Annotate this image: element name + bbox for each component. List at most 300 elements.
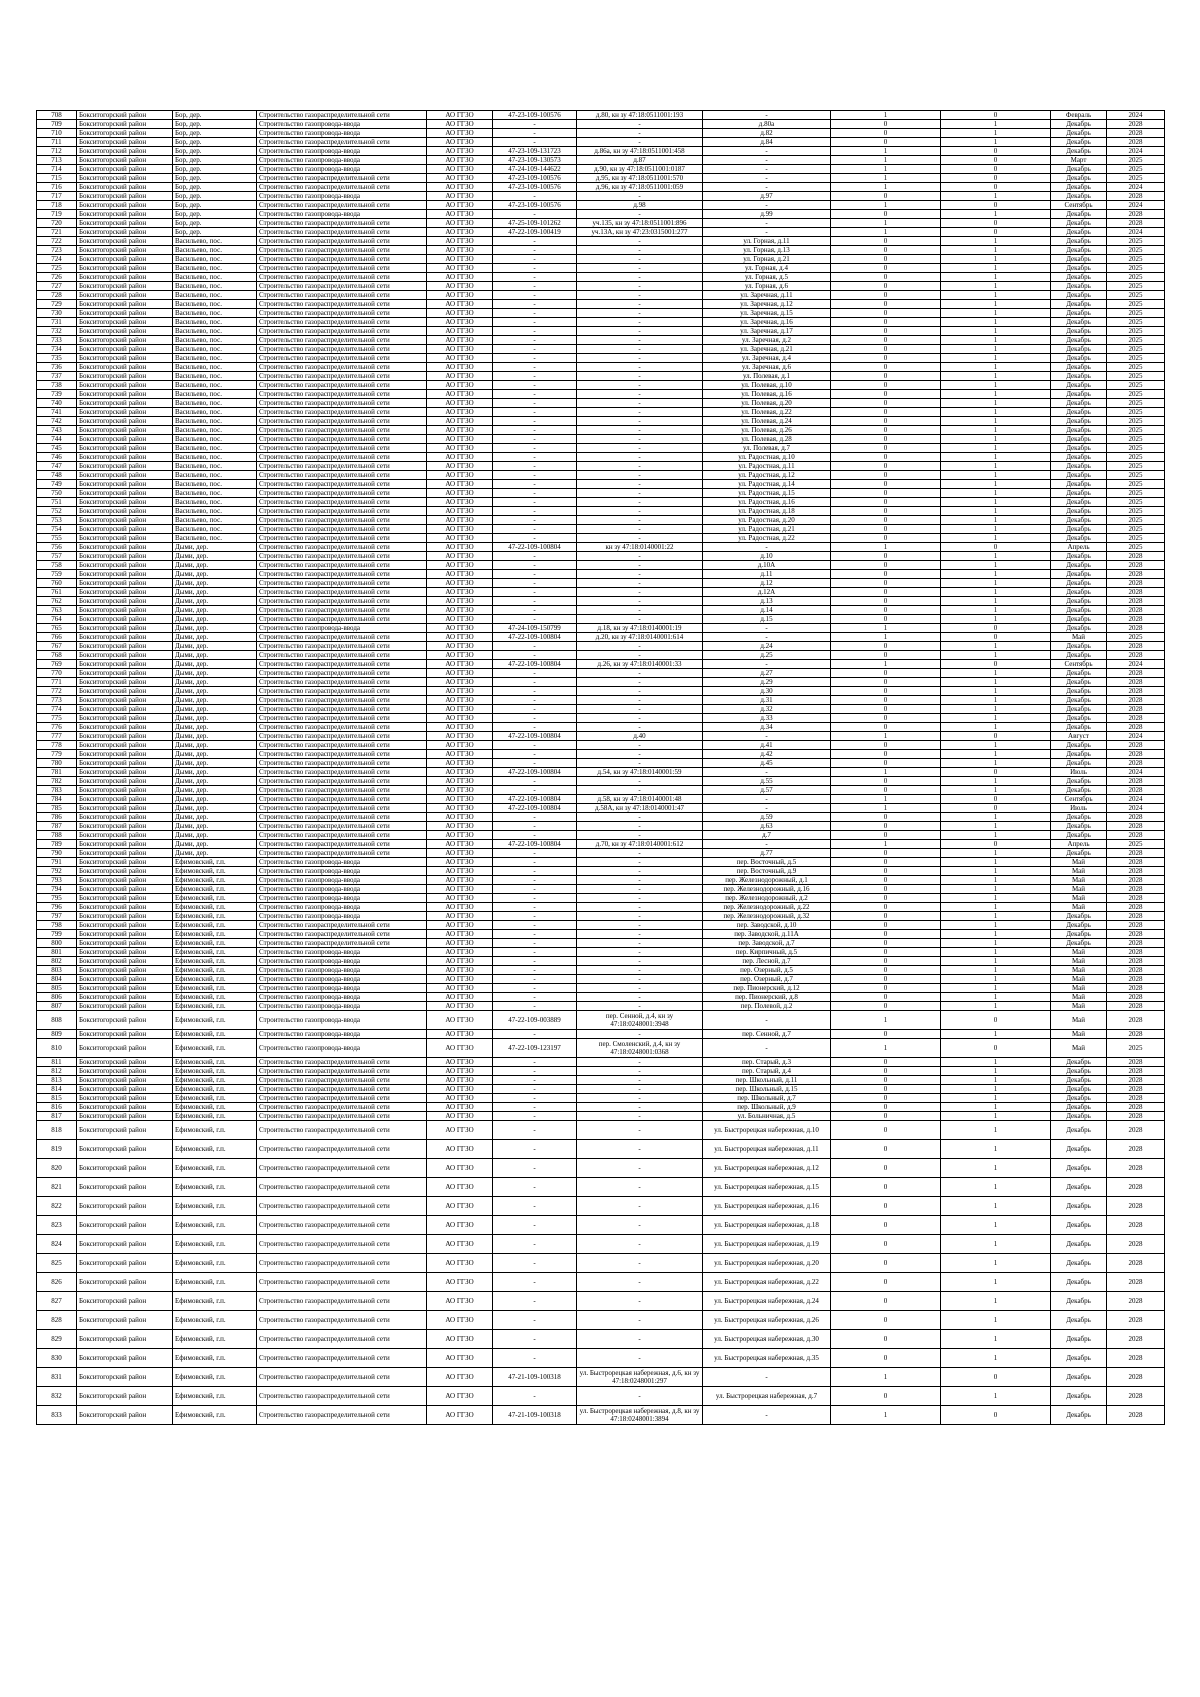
cell-contract-number: 47-23-109-100576 [493,201,577,210]
cell-district: Бокситогорский район [77,210,173,219]
cell-value-a: 0 [831,1273,941,1292]
cell-district: Бокситогорский район [77,399,173,408]
cell-address: - [703,147,831,156]
cell-address-with-cadastral: - [577,1387,703,1406]
cell-row-number: 731 [37,318,77,327]
cell-address-with-cadastral: - [577,696,703,705]
cell-address: ул. Быстрорецкая набережная, д.30 [703,1330,831,1349]
cell-work-type: Строительство газораспределительной сети [257,1311,427,1330]
table-row [37,1311,1165,1330]
cell-organization: АО ГГЗО [427,1103,493,1112]
cell-address: ул. Радостная, д.14 [703,480,831,489]
cell-month: Декабрь [1051,1121,1107,1140]
cell-value-b: 1 [941,390,1051,399]
cell-work-type: Строительство газораспределительной сети [257,570,427,579]
cell-settlement: Ефимовский, г.п. [173,1406,257,1425]
cell-value-a: 0 [831,561,941,570]
cell-settlement: Дыми, дер. [173,543,257,552]
cell-month: Декабрь [1051,687,1107,696]
cell-value-b: 1 [941,912,1051,921]
cell-district: Бокситогорский район [77,606,173,615]
cell-contract-number: - [493,390,577,399]
cell-month: Май [1051,957,1107,966]
cell-organization: АО ГГЗО [427,786,493,795]
cell-district: Бокситогорский район [77,525,173,534]
cell-work-type: Строительство газораспределительной сети [257,768,427,777]
cell-value-b: 1 [941,552,1051,561]
cell-work-type: Строительство газораспределительной сети [257,678,427,687]
table-row [37,165,1165,174]
cell-organization: АО ГГЗО [427,570,493,579]
cell-contract-number: - [493,921,577,930]
cell-address: - [703,633,831,642]
cell-work-type: Строительство газораспределительной сети [257,1076,427,1085]
table-row [37,363,1165,372]
cell-contract-number: - [493,435,577,444]
cell-address: пер. Школьный, д.9 [703,1103,831,1112]
cell-work-type: Строительство газораспределительной сети [257,642,427,651]
cell-address-with-cadastral: - [577,309,703,318]
cell-address-with-cadastral: - [577,1159,703,1178]
cell-year: 2024 [1107,795,1165,804]
cell-row-number: 712 [37,147,77,156]
table-row [37,129,1165,138]
cell-month: Декабрь [1051,264,1107,273]
cell-value-a: 0 [831,705,941,714]
cell-year: 2028 [1107,1216,1165,1235]
cell-district: Бокситогорский район [77,273,173,282]
cell-contract-number: - [493,516,577,525]
cell-address-with-cadastral: - [577,1292,703,1311]
cell-contract-number: - [493,696,577,705]
cell-contract-number: - [493,291,577,300]
cell-value-a: 0 [831,129,941,138]
cell-value-a: 0 [831,894,941,903]
cell-district: Бокситогорский район [77,471,173,480]
table-row [37,750,1165,759]
cell-year: 2025 [1107,327,1165,336]
table-row [37,183,1165,192]
cell-value-a: 1 [831,201,941,210]
cell-month: Май [1051,1030,1107,1039]
cell-contract-number: - [493,192,577,201]
cell-value-b: 1 [941,1178,1051,1197]
cell-month: Декабрь [1051,210,1107,219]
cell-address: пер. Восточный, д.5 [703,858,831,867]
cell-month: Декабрь [1051,399,1107,408]
cell-value-b: 1 [941,606,1051,615]
cell-work-type: Строительство газораспределительной сети [257,804,427,813]
cell-work-type: Строительство газораспределительной сети [257,471,427,480]
cell-work-type: Строительство газопровода-ввода [257,894,427,903]
cell-organization: АО ГГЗО [427,390,493,399]
cell-month: Декабрь [1051,552,1107,561]
cell-organization: АО ГГЗО [427,1067,493,1076]
cell-value-b: 0 [941,111,1051,120]
cell-district: Бокситогорский район [77,1058,173,1067]
cell-contract-number: - [493,372,577,381]
cell-organization: АО ГГЗО [427,930,493,939]
cell-value-b: 1 [941,948,1051,957]
cell-month: Декабрь [1051,678,1107,687]
cell-organization: АО ГГЗО [427,435,493,444]
cell-organization: АО ГГЗО [427,111,493,120]
table-row [37,732,1165,741]
cell-year: 2028 [1107,561,1165,570]
cell-address: ул. Быстрорецкая набережная, д.18 [703,1216,831,1235]
cell-district: Бокситогорский район [77,165,173,174]
cell-year: 2028 [1107,948,1165,957]
cell-address: - [703,183,831,192]
cell-work-type: Строительство газораспределительной сети [257,786,427,795]
cell-settlement: Дыми, дер. [173,849,257,858]
cell-row-number: 744 [37,435,77,444]
table-row [37,309,1165,318]
cell-year: 2028 [1107,867,1165,876]
cell-settlement: Бор, дер. [173,156,257,165]
cell-address-with-cadastral: - [577,399,703,408]
cell-work-type: Строительство газораспределительной сети [257,399,427,408]
cell-value-b: 1 [941,507,1051,516]
cell-row-number: 763 [37,606,77,615]
table-row [37,975,1165,984]
cell-address-with-cadastral: д.54, кн зу 47:18:0140001:59 [577,768,703,777]
cell-address: д.59 [703,813,831,822]
cell-row-number: 820 [37,1159,77,1178]
cell-address-with-cadastral: - [577,714,703,723]
cell-row-number: 793 [37,876,77,885]
cell-year: 2028 [1107,1235,1165,1254]
cell-value-b: 1 [941,858,1051,867]
cell-district: Бокситогорский район [77,309,173,318]
cell-work-type: Строительство газораспределительной сети [257,561,427,570]
cell-settlement: Васильево, пос. [173,345,257,354]
cell-work-type: Строительство газораспределительной сети [257,201,427,210]
cell-value-b: 1 [941,435,1051,444]
cell-row-number: 804 [37,975,77,984]
cell-year: 2028 [1107,930,1165,939]
cell-month: Декабрь [1051,120,1107,129]
cell-value-a: 0 [831,957,941,966]
cell-year: 2024 [1107,804,1165,813]
cell-contract-number: 47-23-109-131723 [493,147,577,156]
cell-value-a: 0 [831,327,941,336]
table-row [37,597,1165,606]
cell-value-b: 1 [941,408,1051,417]
cell-month: Декабрь [1051,741,1107,750]
cell-month: Декабрь [1051,669,1107,678]
cell-contract-number: - [493,642,577,651]
cell-address-with-cadastral: - [577,831,703,840]
cell-value-b: 1 [941,669,1051,678]
cell-settlement: Дыми, дер. [173,768,257,777]
cell-row-number: 752 [37,507,77,516]
cell-year: 2024 [1107,660,1165,669]
cell-organization: АО ГГЗО [427,606,493,615]
cell-month: Декабрь [1051,849,1107,858]
cell-address: пер. Школьный, д.7 [703,1094,831,1103]
cell-address-with-cadastral: д.18, кн зу 47:18:0140001:19 [577,624,703,633]
cell-month: Декабрь [1051,822,1107,831]
cell-district: Бокситогорский район [77,885,173,894]
cell-value-b: 1 [941,327,1051,336]
cell-address: д.31 [703,696,831,705]
cell-settlement: Васильево, пос. [173,471,257,480]
cell-organization: АО ГГЗО [427,426,493,435]
cell-work-type: Строительство газораспределительной сети [257,507,427,516]
cell-address: ул. Быстрорецкая набережная, д.15 [703,1178,831,1197]
cell-organization: АО ГГЗО [427,975,493,984]
cell-address-with-cadastral: - [577,1197,703,1216]
cell-row-number: 828 [37,1311,77,1330]
cell-settlement: Бор, дер. [173,192,257,201]
cell-month: Декабрь [1051,1076,1107,1085]
cell-address-with-cadastral: - [577,1094,703,1103]
cell-value-b: 1 [941,138,1051,147]
cell-value-b: 1 [941,714,1051,723]
cell-value-b: 1 [941,480,1051,489]
cell-month: Июль [1051,804,1107,813]
cell-address-with-cadastral: - [577,642,703,651]
cell-value-b: 1 [941,822,1051,831]
cell-month: Сентябрь [1051,795,1107,804]
table-row [37,237,1165,246]
cell-address-with-cadastral: - [577,876,703,885]
cell-month: Декабрь [1051,813,1107,822]
cell-organization: АО ГГЗО [427,867,493,876]
cell-address-with-cadastral: - [577,489,703,498]
cell-address: пер. Старый, д.4 [703,1067,831,1076]
cell-year: 2028 [1107,1067,1165,1076]
cell-work-type: Строительство газопровода-ввода [257,210,427,219]
cell-work-type: Строительство газораспределительной сети [257,138,427,147]
cell-address-with-cadastral: - [577,921,703,930]
cell-row-number: 720 [37,219,77,228]
cell-organization: АО ГГЗО [427,282,493,291]
table-row [37,300,1165,309]
cell-address-with-cadastral: - [577,363,703,372]
cell-row-number: 819 [37,1140,77,1159]
cell-address: д.30 [703,687,831,696]
cell-value-b: 1 [941,1311,1051,1330]
cell-organization: АО ГГЗО [427,201,493,210]
cell-value-b: 1 [941,498,1051,507]
cell-address: ул. Больничная, д.5 [703,1112,831,1121]
cell-work-type: Строительство газораспределительной сети [257,1216,427,1235]
cell-district: Бокситогорский район [77,723,173,732]
cell-organization: АО ГГЗО [427,993,493,1002]
cell-row-number: 737 [37,372,77,381]
cell-address: ул. Быстрорецкая набережная, д.16 [703,1197,831,1216]
cell-district: Бокситогорский район [77,579,173,588]
cell-address: пер. Кирпичный, д.5 [703,948,831,957]
table-row [37,687,1165,696]
cell-address-with-cadastral: - [577,588,703,597]
cell-district: Бокситогорский район [77,867,173,876]
cell-value-b: 1 [941,1067,1051,1076]
cell-organization: АО ГГЗО [427,489,493,498]
cell-year: 2025 [1107,471,1165,480]
cell-address-with-cadastral: - [577,516,703,525]
cell-contract-number: - [493,255,577,264]
cell-year: 2025 [1107,417,1165,426]
cell-value-a: 1 [831,543,941,552]
cell-contract-number: - [493,1002,577,1011]
cell-contract-number: - [493,777,577,786]
cell-address: ул. Радостная, д.12 [703,471,831,480]
cell-district: Бокситогорский район [77,1159,173,1178]
cell-row-number: 757 [37,552,77,561]
cell-value-b: 1 [941,678,1051,687]
cell-contract-number: - [493,507,577,516]
cell-settlement: Бор, дер. [173,138,257,147]
cell-address: ул. Радостная, д.21 [703,525,831,534]
cell-value-b: 1 [941,1112,1051,1121]
cell-contract-number: - [493,1254,577,1273]
cell-row-number: 771 [37,678,77,687]
cell-organization: АО ГГЗО [427,615,493,624]
cell-row-number: 729 [37,300,77,309]
cell-work-type: Строительство газопровода-ввода [257,903,427,912]
table-row [37,1011,1165,1030]
cell-value-a: 0 [831,1349,941,1368]
cell-organization: АО ГГЗО [427,1076,493,1085]
cell-value-a: 0 [831,597,941,606]
cell-work-type: Строительство газораспределительной сети [257,579,427,588]
cell-year: 2024 [1107,732,1165,741]
cell-contract-number: - [493,615,577,624]
cell-work-type: Строительство газораспределительной сети [257,687,427,696]
table-row [37,1178,1165,1197]
cell-district: Бокситогорский район [77,1103,173,1112]
cell-district: Бокситогорский район [77,1330,173,1349]
cell-value-a: 0 [831,1030,941,1039]
cell-address: ул. Горная, д.11 [703,237,831,246]
cell-work-type: Строительство газораспределительной сети [257,219,427,228]
cell-district: Бокситогорский район [77,957,173,966]
cell-month: Декабрь [1051,165,1107,174]
cell-work-type: Строительство газораспределительной сети [257,1159,427,1178]
cell-value-a: 0 [831,120,941,129]
cell-year: 2028 [1107,1197,1165,1216]
cell-address-with-cadastral: - [577,597,703,606]
cell-year: 2028 [1107,849,1165,858]
cell-contract-number: - [493,948,577,957]
cell-month: Декабрь [1051,1292,1107,1311]
cell-work-type: Строительство газопровода-ввода [257,192,427,201]
cell-value-a: 0 [831,498,941,507]
cell-year: 2028 [1107,579,1165,588]
cell-settlement: Бор, дер. [173,201,257,210]
table-row [37,633,1165,642]
cell-address-with-cadastral: - [577,390,703,399]
table-row [37,453,1165,462]
cell-organization: АО ГГЗО [427,903,493,912]
cell-settlement: Васильево, пос. [173,318,257,327]
cell-address-with-cadastral: - [577,444,703,453]
cell-value-b: 1 [941,1387,1051,1406]
cell-district: Бокситогорский район [77,372,173,381]
cell-contract-number: 47-24-109-150799 [493,624,577,633]
cell-year: 2025 [1107,1039,1165,1058]
table-row [37,255,1165,264]
cell-month: Декабрь [1051,1254,1107,1273]
cell-address-with-cadastral: д.86а, кн зу 47:18:0511001:458 [577,147,703,156]
cell-work-type: Строительство газораспределительной сети [257,408,427,417]
cell-value-a: 0 [831,408,941,417]
cell-organization: АО ГГЗО [427,534,493,543]
cell-address: ул. Заречная, д.6 [703,363,831,372]
cell-organization: АО ГГЗО [427,885,493,894]
cell-month: Декабрь [1051,597,1107,606]
cell-settlement: Ефимовский, г.п. [173,885,257,894]
cell-work-type: Строительство газораспределительной сети [257,1140,427,1159]
cell-address-with-cadastral: - [577,1103,703,1112]
cell-organization: АО ГГЗО [427,732,493,741]
cell-month: Декабрь [1051,1349,1107,1368]
cell-address-with-cadastral: - [577,957,703,966]
cell-value-b: 1 [941,597,1051,606]
table-row [37,1103,1165,1112]
cell-value-a: 0 [831,642,941,651]
cell-value-a: 0 [831,1076,941,1085]
cell-settlement: Васильево, пос. [173,300,257,309]
cell-organization: АО ГГЗО [427,642,493,651]
cell-contract-number: - [493,678,577,687]
cell-year: 2028 [1107,984,1165,993]
cell-settlement: Дыми, дер. [173,678,257,687]
cell-organization: АО ГГЗО [427,417,493,426]
cell-row-number: 721 [37,228,77,237]
cell-district: Бокситогорский район [77,1406,173,1425]
cell-row-number: 772 [37,687,77,696]
cell-month: Декабрь [1051,507,1107,516]
cell-value-a: 0 [831,489,941,498]
cell-contract-number: - [493,1387,577,1406]
cell-settlement: Ефимовский, г.п. [173,1094,257,1103]
cell-address-with-cadastral: - [577,687,703,696]
cell-year: 2028 [1107,1254,1165,1273]
cell-district: Бокситогорский район [77,912,173,921]
cell-year: 2025 [1107,237,1165,246]
cell-district: Бокситогорский район [77,669,173,678]
cell-row-number: 818 [37,1121,77,1140]
cell-settlement: Васильево, пос. [173,417,257,426]
cell-value-a: 0 [831,678,941,687]
cell-value-a: 0 [831,687,941,696]
cell-address-with-cadastral: - [577,507,703,516]
cell-organization: АО ГГЗО [427,246,493,255]
table-row [37,426,1165,435]
cell-district: Бокситогорский район [77,1112,173,1121]
cell-settlement: Дыми, дер. [173,606,257,615]
cell-settlement: Дыми, дер. [173,624,257,633]
cell-month: Май [1051,1002,1107,1011]
cell-address: д.12А [703,588,831,597]
cell-month: Май [1051,975,1107,984]
cell-value-a: 0 [831,759,941,768]
cell-year: 2028 [1107,831,1165,840]
cell-month: Декабрь [1051,696,1107,705]
cell-work-type: Строительство газораспределительной сети [257,1292,427,1311]
cell-settlement: Ефимовский, г.п. [173,1085,257,1094]
cell-year: 2028 [1107,759,1165,768]
cell-work-type: Строительство газораспределительной сети [257,246,427,255]
cell-row-number: 745 [37,444,77,453]
cell-organization: АО ГГЗО [427,318,493,327]
cell-row-number: 786 [37,813,77,822]
cell-settlement: Васильево, пос. [173,273,257,282]
